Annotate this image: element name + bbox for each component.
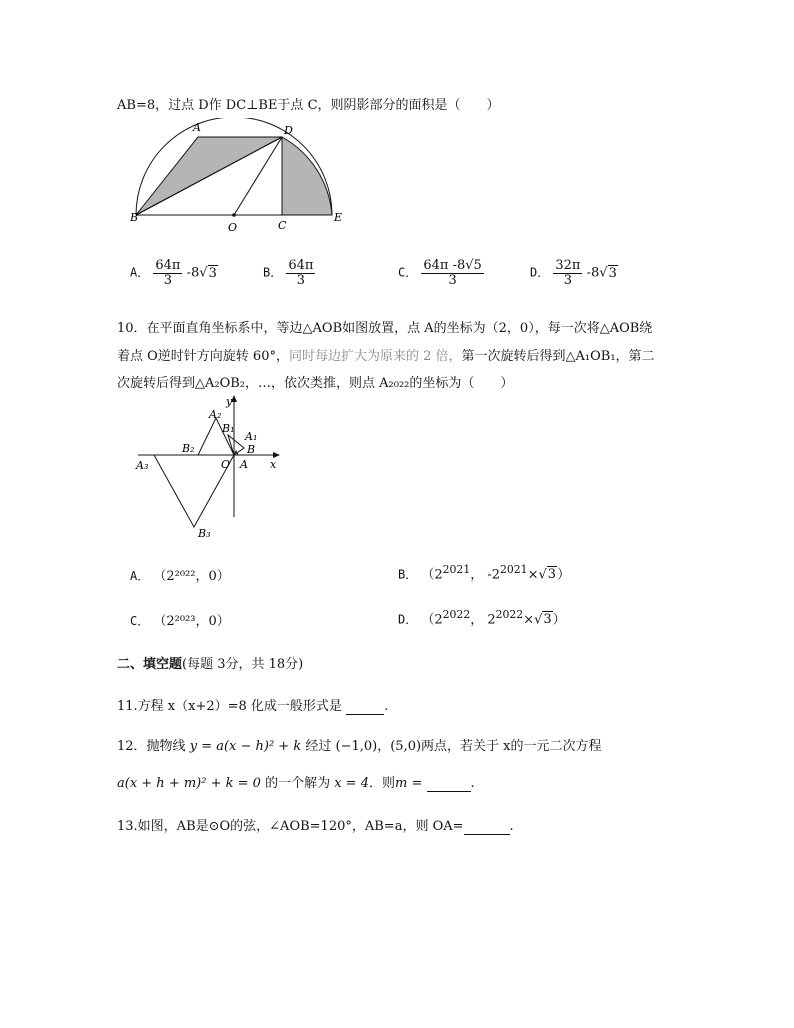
label-o: O — [221, 458, 231, 471]
label-b1: B₁ — [222, 422, 235, 435]
q10-option-a[interactable]: A． （2²⁰²²，0） — [130, 569, 230, 584]
label-b: B — [247, 443, 256, 456]
label-e: E — [334, 211, 343, 224]
label-x: x — [270, 458, 277, 471]
q10-figure — [130, 392, 290, 547]
q10-line2: 着点 O逆时针方向旋转 60°，同时每边扩大为原来的 2 倍，第一次旋转后得到△A₁OB₁，第二 — [117, 349, 655, 364]
q13: 13.如图，AB是⊙O的弦，∠AOB=120°，AB=a，则 OA= . — [117, 819, 514, 834]
label-d: D — [284, 124, 293, 137]
q9-option-d[interactable]: D． $\frac{32\pi}{3}$ -8√3 — [530, 258, 617, 288]
label-b3: B₃ — [198, 527, 211, 540]
q9-figure — [130, 118, 350, 238]
label-a3: A₃ — [136, 459, 149, 472]
q10-option-d[interactable]: D． （$2^{2022}$， $2^{2022}\times√3$） — [398, 608, 566, 628]
label-a2: A₂ — [209, 408, 222, 421]
q12-answer-blank[interactable] — [427, 776, 471, 792]
label-b2: B₂ — [182, 442, 195, 455]
label-a: A — [240, 458, 248, 471]
q9-option-c[interactable]: C． $\frac{64\pi -8√5}{3}$ — [398, 258, 482, 288]
shaded-region-dce — [282, 137, 332, 215]
q12-line1: 12．抛物线 y = a(x − h)² + k 经过 (−1,0)，(5,0)两点，若关于 x的一元二次方程 — [117, 739, 602, 754]
q11-answer-blank[interactable] — [346, 699, 384, 715]
label-a1: A₁ — [245, 430, 258, 443]
q11: 11.方程 x（x+2）=8 化成一般形式是 . — [117, 699, 389, 714]
q9-option-a[interactable]: A． $\frac{64\pi}{3}$ -8√3 — [130, 258, 217, 288]
q10-line3: 次旋转后得到△A₂OB₂，…，依次类推，则点 A₂₀₂₂的坐标为（ ） — [117, 376, 514, 391]
label-c: C — [278, 219, 287, 232]
q12-line2: a(x + h + m)² + k = 0 的一个解为 x = 4．则m = . — [117, 776, 475, 791]
q10-option-b[interactable]: B． （$2^{2021}$， $-2^{2021}\times√3$） — [398, 563, 571, 583]
q10-line1: 10．在平面直角坐标系中，等边△AOB如图放置，点 A的坐标为（2，0），每一次将△AOB绕 — [117, 321, 653, 336]
section-title: 二、填空题(每题 3分，共 18分) — [117, 657, 304, 672]
q9-option-b[interactable]: B． $\frac{64\pi}{3}$ — [263, 258, 314, 288]
center-point-o — [232, 213, 236, 217]
label-o: O — [228, 221, 238, 234]
label-a: A — [193, 121, 201, 134]
q13-answer-blank[interactable] — [464, 819, 510, 835]
label-b: B — [130, 211, 139, 224]
q9-stem: AB=8，过点 D作 DC⊥BE于点 C，则阴影部分的面积是（ ） — [117, 98, 500, 113]
q10-option-c[interactable]: C． （2²⁰²³，0） — [130, 614, 230, 629]
label-y: y — [226, 395, 233, 408]
